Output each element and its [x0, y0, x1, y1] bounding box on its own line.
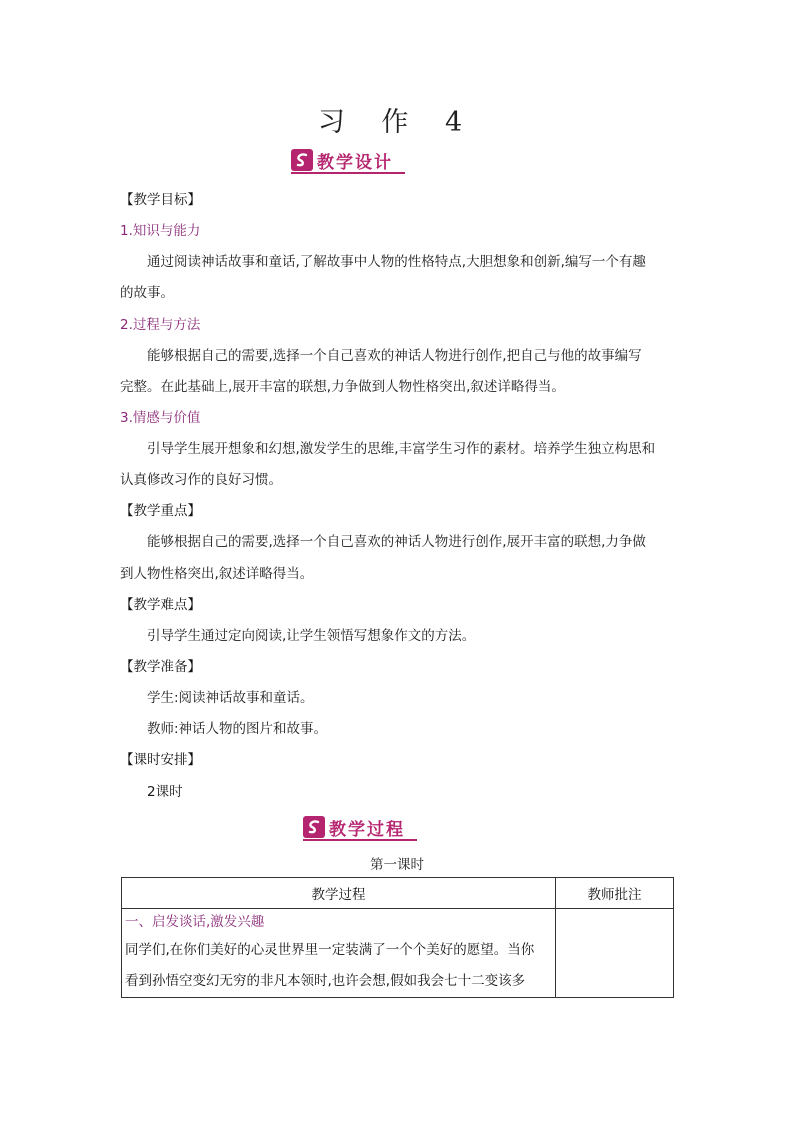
table-row: [122, 909, 674, 998]
key-line2: 到人物性格突出,叙述详略得当。: [120, 566, 314, 582]
goal3-line1: 引导学生展开想象和幻想,激发学生的思维,丰富学生习作的素材。培养学生独立构思和: [147, 441, 656, 457]
prep-teacher: 教师:神话人物的图片和故事。: [147, 721, 328, 737]
goal1-title: 1.知识与能力: [120, 223, 201, 239]
col-header-notes: 教师批注: [556, 878, 674, 909]
lesson-title: 第一课时: [370, 857, 424, 873]
banner-underline: [303, 839, 417, 841]
schedule-value: 2课时: [147, 784, 183, 800]
swirl-logo-icon: [291, 149, 313, 171]
banner-teaching-design: [291, 146, 393, 174]
banner-label: 教学设计: [317, 152, 393, 173]
difficulty-heading: 【教学难点】: [120, 597, 201, 613]
key-line1: 能够根据自己的需要,选择一个自己喜欢的神话人物进行创作,展开丰富的联想,力争做: [147, 534, 646, 550]
process-table: [121, 877, 674, 998]
schedule-heading: 【课时安排】: [120, 752, 201, 768]
goal2-title: 2.过程与方法: [120, 317, 201, 333]
preparation-heading: 【教学准备】: [120, 659, 201, 675]
difficulty-line1: 引导学生通过定向阅读,让学生领悟写想象作文的方法。: [147, 628, 476, 644]
notes-cell: [556, 909, 674, 998]
col-header-process: 教学过程: [122, 878, 556, 909]
goal3-title: 3.情感与价值: [120, 410, 201, 426]
goal1-line2: 的故事。: [120, 285, 174, 301]
goal1-line1: 通过阅读神话故事和童话,了解故事中人物的性格特点,大胆想象和创新,编写一个有趣: [147, 254, 646, 270]
swirl-logo-icon: [303, 816, 325, 838]
step1-line2: 看到孙悟空变幻无穷的非凡本领时,也许会想,假如我会七十二变该多: [125, 973, 526, 989]
page-title: 习 作 4: [317, 107, 477, 138]
key-points-heading: 【教学重点】: [120, 503, 201, 519]
table-header-row: [122, 878, 674, 909]
step1-line1: 同学们,在你们美好的心灵世界里一定装满了一个个美好的愿望。当你: [125, 942, 535, 958]
goal2-line1: 能够根据自己的需要,选择一个自己喜欢的神话人物进行创作,把自己与他的故事编写: [147, 348, 642, 364]
goals-heading: 【教学目标】: [120, 192, 201, 208]
goal3-line2: 认真修改习作的良好习惯。: [120, 472, 282, 488]
prep-student: 学生:阅读神话故事和童话。: [147, 690, 314, 706]
process-cell: [122, 909, 556, 998]
step1-title: 一、启发谈话,激发兴趣: [125, 914, 265, 930]
banner-underline: [291, 172, 405, 174]
banner-label: 教学过程: [329, 819, 405, 840]
goal2-line2: 完整。在此基础上,展开丰富的联想,力争做到人物性格突出,叙述详略得当。: [120, 379, 565, 395]
banner-teaching-process: [303, 813, 405, 841]
